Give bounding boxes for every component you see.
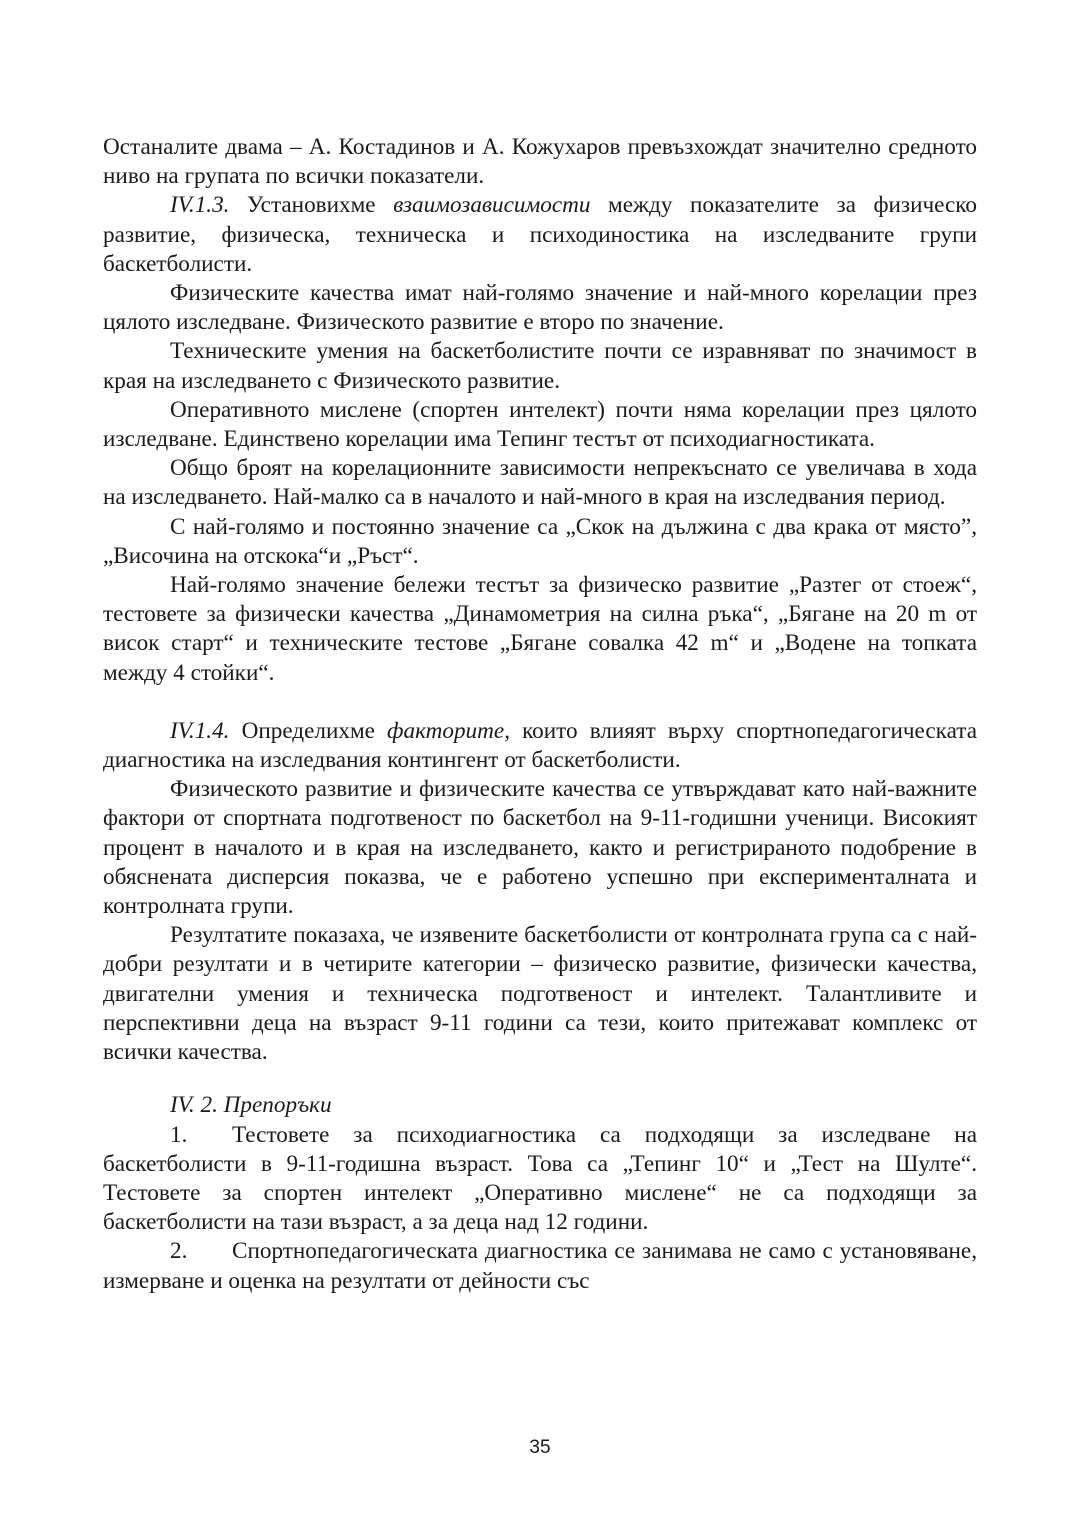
recommendation-item: 1. Тестовете за психодиагностика са подходящи за изследване на баскетболисти в 9-11-годишна възраст. Това са „Тепинг 10“ и „Тест на Шулте“. Тестовете за спортен интелект „Оперативно мислене“ не са подходящи за баскетболисти на тази възраст, а за деца над 12 години. (103, 1121, 977, 1236)
paragraph: Най-голямо значение бележи тестът за физическо развитие „Разтег от стоеж“, тестовете за физически качества „Динамометрия на силна ръка“, „Бягане на 20 m от висок старт“ и техническите тестове „Бягане совалка 42 m“ и „Водене на топката между 4 стойки“. (103, 572, 977, 686)
emphasis: взаимозависимости (393, 192, 591, 219)
recommendation-item: 2. Спортнопедагогическата диагностика се занимава не само с установяване, измерване и оценка на резултати от дейности със (103, 1238, 977, 1294)
paragraph: Оперативното мислене (спортен интелект) почти няма корелации през цялото изследване. Единствено корелации има Тепинг тестът от психодиагностиката. (103, 396, 977, 453)
page-number: 35 (529, 1437, 551, 1458)
paragraph: Физическото развитие и физическите качества се утвърждават като най-важните фактори от спортната подготвеност по баскетбол на 9-11-годишни ученици. Високият процент в началото и в края на изследването, както и регистрираното подобрение в обяснената дисперсия показва, че е работено успешно при експерименталната и контролната групи. (103, 776, 977, 920)
emphasis: факторите, (387, 717, 510, 744)
item-number: 2. (170, 1238, 188, 1265)
paragraph: Техническите умения на баскетболистите почти се изравняват по значимост в края на изследването с Физическото развитие. (103, 338, 977, 394)
paragraph: С най-голямо и постоянно значение са „Скок на дължина с два крака от място”, „Височина на отскока“и „Ръст“. (103, 513, 977, 569)
paragraph: Физическите качества имат най-голямо значение и най-много корелации през цялото изследване. Физическото развитие е второ по значение. (103, 280, 977, 336)
paragraph: Останалите двама – А. Костадинов и А. Кожухаров превъзхождат значително средното ниво на групата по всички показатели. (103, 134, 977, 190)
section-label: IV.1.3. (170, 192, 230, 219)
paragraph-iv-1-4: IV.1.4. Определихме факторите, които влияят върху спортнопедагогическата диагностика на изследвания контингент от баскетболисти. (103, 717, 977, 774)
recommendations-heading: IV. 2. Препоръки (170, 1092, 332, 1119)
paragraph: Резултатите показаха, че изявените баскетболисти от контролната група са с най-добри резултати и в четирите категории – физическо развитие, физически качества, двигателни умения и техническа подготвеност и интелект. Талантливите и перспективни деца на възраст 9-11 години са тези, които притежават комплекс от всички качества. (103, 922, 977, 1066)
body-text (103, 133, 977, 1296)
item-number: 1. (170, 1121, 188, 1148)
paragraph-iv-1-3: IV.1.3. Установихме взаимозависимости между показателите за физическо развитие, физическа, техническа и психодиностика на изследваните групи баскетболисти. (103, 192, 977, 277)
section-label: IV.1.4. (170, 717, 230, 744)
paragraph: Общо броят на корелационните зависимости непрекъснато се увеличава в хода на изследването. Най-малко са в началото и най-много в края на изследвания период. (103, 455, 977, 511)
